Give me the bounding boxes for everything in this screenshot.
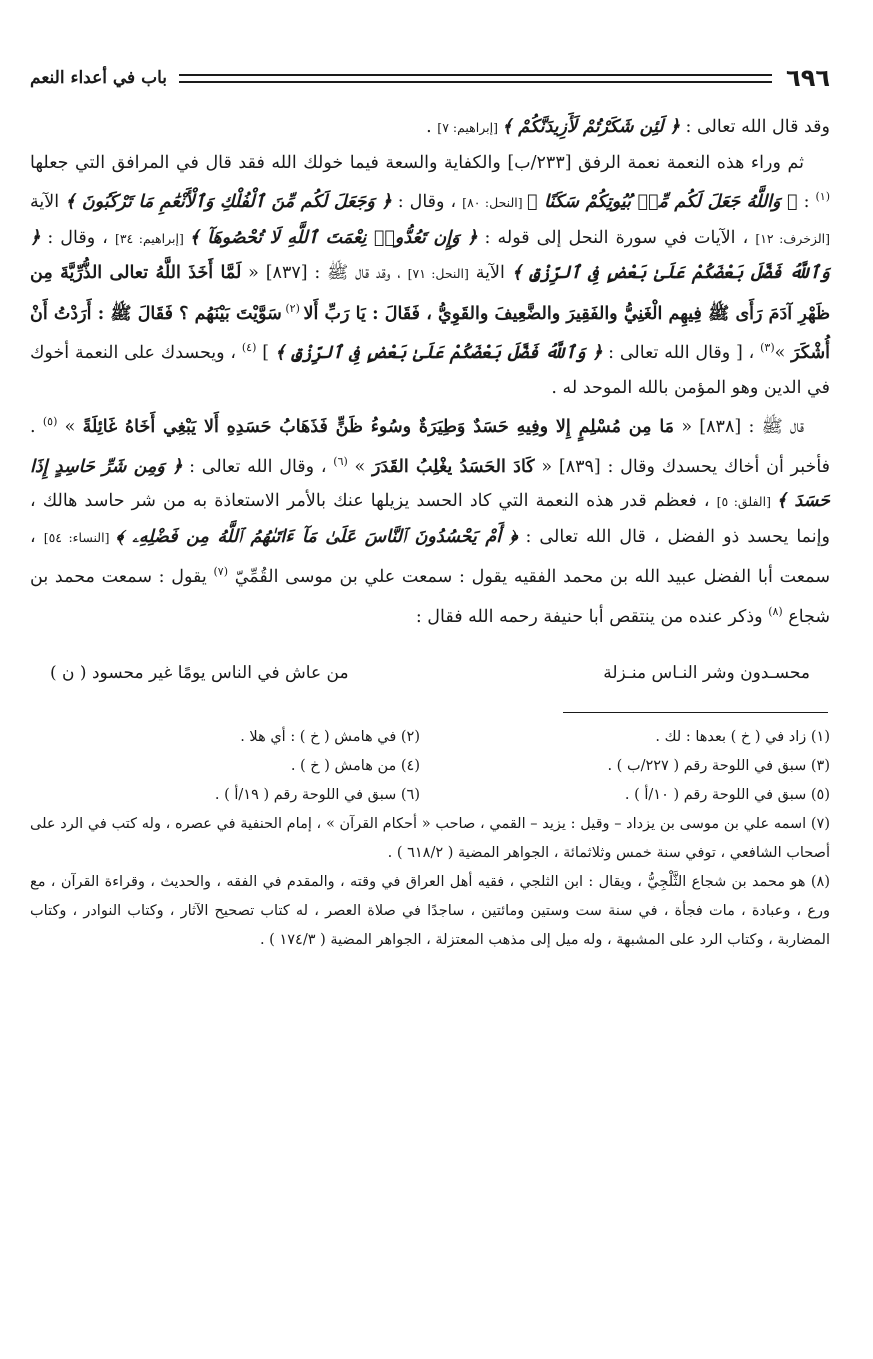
body-text: [30, 110, 830, 634]
paragraph: [30, 405, 830, 634]
paragraph-text: ، وقال الله تعالى :: [182, 456, 334, 477]
footnotes: [30, 723, 830, 955]
hadith-text: سَوَّيْتَ بَيْنَهُم ؟ فَقَالَ ﷺ : أَرَدْتُ أَنْ أُشْكَرَ: [30, 303, 830, 364]
verse-reference: [النساء: ٥٤]: [43, 529, 116, 545]
footnotes-long: [30, 810, 830, 955]
quran-verse: ﴿ وَٱللَّهُ فَضَّلَ بَعْضَكُمْ عَلَىٰ بَعْضٍ فِى ٱلرِّزْقِ ﴾: [30, 227, 830, 284]
paragraph-text: .: [426, 117, 438, 137]
paragraph-text: وذكر عنده من ينتقص أبا حنيفة رحمه الله فقال :: [415, 606, 769, 627]
paragraph-text: قال ﷺ : [٨٣٨] «: [674, 417, 804, 438]
footnote: (٥) سبق في اللوحة رقم ( ١٠/أ ) .: [624, 787, 830, 804]
footnote-separator: [563, 712, 828, 713]
footnote: (٦) سبق في اللوحة رقم ( ١٩/أ ) .: [214, 787, 420, 804]
paragraph-text: »: [774, 343, 792, 364]
paragraph-text: ، وقال :: [391, 192, 463, 213]
book-page: [30, 58, 830, 1338]
quran-verse: ﴿ وَٱللَّهُ فَضَّلَ بَعْضَكُمْ عَلَىٰ بَعْضٍ فِى ٱلرِّزْقِ ﴾: [274, 343, 603, 364]
paragraph-text: :: [797, 192, 816, 213]
verse-reference: [الفلق: ٥]: [716, 494, 777, 510]
page-number: ٦٩٦: [786, 64, 830, 92]
paragraph-text: . فأخبر أن أخاك يحسدك وقال : [٨٣٩] «: [30, 417, 831, 477]
paragraph-text: ]: [256, 343, 275, 364]
paragraph-text: »: [347, 456, 373, 477]
quran-verse: ﴿ لَئِن شَكَرْتُمْ لَأَزِيدَنَّكُمْ ﴾: [501, 117, 680, 137]
footnote-marker: (١): [815, 190, 831, 204]
footnote-marker: (٥): [42, 415, 58, 429]
quran-verse: ﴿ وَاللَّهُ جَعَلَ لَكُم مِّنۢ بُيُوتِكُمْ سَكَنًا ﴾: [527, 192, 798, 213]
paragraph-text: يقول : سمعت محمد بن شجاع: [30, 567, 830, 627]
verse-reference: [إبراهيم: ٧]: [437, 120, 502, 135]
paragraph-text: ، وقال :: [40, 227, 115, 248]
quran-verse: ﴿ وَإِن تَعُدُّوا۟ نِعْمَتَ ٱللَّهِ لَا تُحْصُوهَآ ﴾: [189, 227, 478, 248]
paragraph-text: وقد قال الله تعالى :: [679, 117, 830, 137]
paragraph-text: ، ويحسدك على النعمة أخوك في الدين وهو المؤمن بالله الموحد له .: [30, 343, 830, 398]
paragraph-text: ، سمعت أبا الفضل عبيد الله بن محمد الفقيه يقول : سمعت علي بن موسى القُمِّيّ: [30, 526, 830, 588]
paragraph-text: ، فعظم قدر هذه النعمة التي كاد الحسد يزيلها عنك بالأمر الاستعاذة به من شر حاسد هالك ، وإنما يحسد ذو الفضل ، قال الله تعالى :: [30, 491, 830, 547]
hadith-text: مَا مِن مُسْلِمٍ إِلا وفِيهِ حَسَدٌ وَطِيَرَةٌ وسُوءُ ظَنٍّ فَذَهَابُ حَسَدِهِ أَلا يَبْغِي أَخَاهُ غَائِلَةً: [82, 417, 675, 438]
footnote-marker: (٢): [281, 301, 304, 315]
quran-verse: ﴿ وَمِن شَرِّ حَاسِدٍ إِذَا حَسَدَ ﴾: [30, 456, 830, 512]
poem-first-hemistich: محسـدون وشر النـاس منـزلة: [603, 663, 810, 684]
page-header: [30, 58, 830, 98]
paragraph-text: »: [57, 417, 83, 438]
footnote: (٤) من هامش ( خ ) .: [290, 758, 420, 775]
footnote: (٢) في هامش ( خ ) : أي هلا .: [240, 729, 420, 746]
paragraph-text: ، [ وقال الله تعالى :: [602, 343, 761, 364]
footnote-marker: (٨): [768, 604, 783, 618]
hadith-text: لَمَّا أَخَذَ اللَّهُ تعالى الذُّرِّيَّةَ مِن ظَهْرِ آدَمَ رَأَى ﷺ فِيهِم الْغَنِيُّ والفَقِيرَ والضَّعِيفَ والقَوِيُّ ، فَقَالَ : يَا رَبِّ أَلا: [30, 263, 830, 324]
paragraph: [30, 146, 830, 406]
footnote: (٧) اسمه علي بن موسى بن يزداد – وقيل : يزيد – القمي ، صاحب « أحكام القرآن » ، إمام الحنفية في عصره ، وله كتب في الرد على أصحاب الشافعي ، توفي سنة خمس وثلاثمائة ، الجواهر المضية ( ٦١٨/٢ ) .: [30, 816, 830, 862]
footnotes-short: [30, 723, 830, 810]
paragraph-text: ، الآيات في سورة النحل إلى قوله :: [477, 227, 756, 248]
paragraph: [30, 110, 830, 146]
footnote: (١) زاد في ( خ ) بعدها : لك .: [655, 729, 830, 746]
footnote: (٣) سبق في اللوحة رقم ( ٢٢٧/ب ) .: [607, 758, 830, 775]
verse-reference: [الزخرف: ١٢]: [755, 230, 830, 246]
footnote-marker: (٣): [760, 341, 775, 355]
footnote: (٨) هو محمد بن شجاع الثَّلْجِيُّ ، ويقال : ابن الثلجي ، فقيه أهل العراق في وقته ، والمقدم في الفقه ، والحديث ، وقراءة القرآن ، مع ورع ، وعبادة ، مات فجأة ، في سنة ست وستين ومائتين ، ساجدًا في صلاة العصر ، له كتاب تصحيح الآثار ، وكتاب النوادر ، وكتاب المضاربة ، وكتاب الرد على المشبهة ، وله ميل إلى مذهب المعتزلة ، الجواهر المضية ( ١٧٤/٣ ) .: [30, 874, 830, 949]
chapter-title: باب في أعداء النعم: [30, 68, 168, 88]
verse-reference: [إبراهيم: ٣٤]: [114, 230, 190, 246]
poem-second-hemistich: من عاش في الناس يومًا غير محسود ( ن ): [50, 663, 349, 684]
poem-verse: [50, 658, 810, 688]
header-rule: [179, 74, 772, 83]
hadith-text: كَادَ الحَسَدُ يغْلِبُ القَدَرَ: [372, 456, 535, 477]
paragraph-text: ثم وراء هذه النعمة نعمة الرفق [٢٣٣/ب] والكفاية والسعة فيما خولك الله فقد قال في المرافق التي جعلها: [30, 152, 804, 173]
paragraph-text: الآية: [30, 192, 66, 213]
quran-verse: ﴿ وَجَعَلَ لَكُم مِّنَ ٱلْفُلْكِ وَٱلْأَنْعَٰمِ مَا تَرْكَبُونَ ﴾: [65, 192, 392, 213]
verse-reference: [النحل: ٧١]: [407, 266, 469, 282]
footnote-marker: (٤): [241, 341, 257, 355]
quran-verse: ﴿ أَمْ يَحْسُدُونَ ٱلنَّاسَ عَلَىٰ مَآ ءَاتَىٰهُمُ ٱللَّهُ مِن فَضْلِهِۦ ﴾: [115, 526, 518, 547]
verse-reference: [النحل: ٨٠]: [462, 195, 528, 211]
paragraph-text: ، وقد قال ﷺ : [٨٣٧] «: [241, 263, 408, 284]
paragraph-text: الآية: [468, 263, 512, 284]
footnote-marker: (٧): [213, 565, 228, 579]
footnote-marker: (٦): [333, 454, 348, 468]
